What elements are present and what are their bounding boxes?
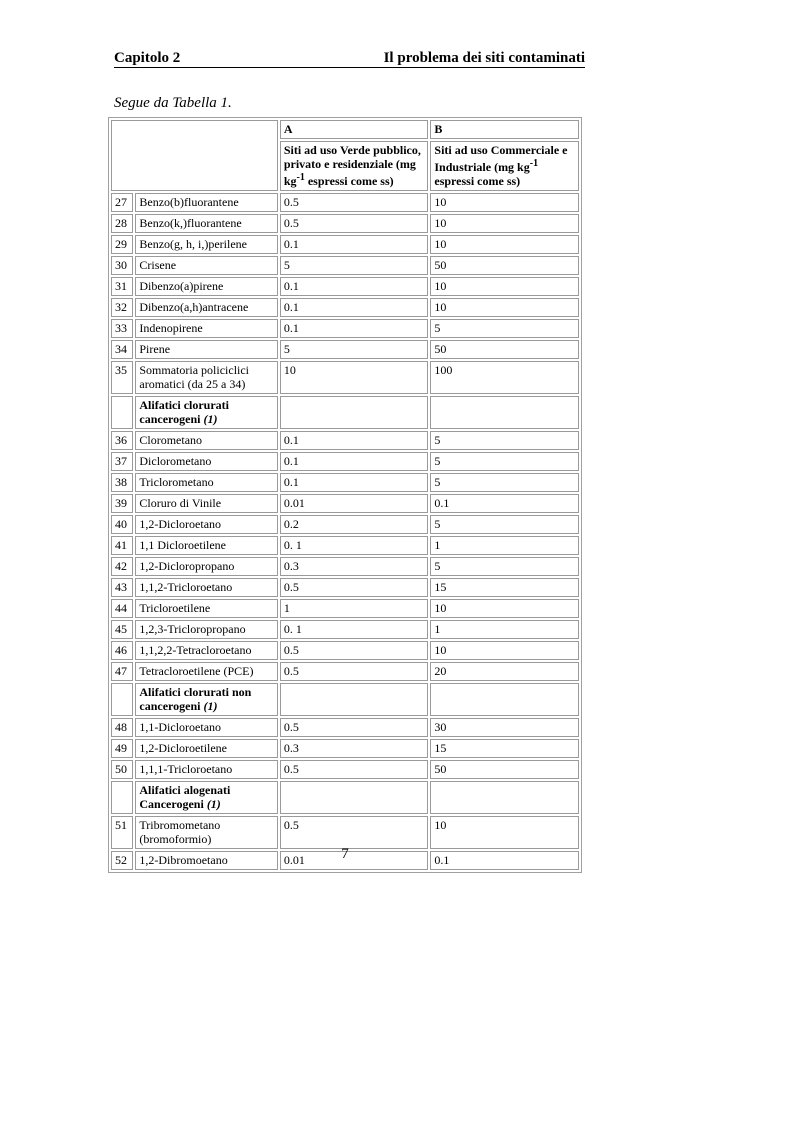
col-a-description: Siti ad uso Verde pubblico, privato e residenziale (mg $kg^{-1}$ espressi come ss)	[280, 141, 429, 191]
section-a-empty	[280, 683, 429, 716]
table-row	[111, 256, 579, 275]
row-number: 30	[111, 256, 133, 275]
table-row	[111, 235, 579, 254]
limit-b-value: 10	[430, 599, 579, 618]
row-number: 37	[111, 452, 133, 471]
limit-a-value: 0.5	[280, 760, 429, 779]
compound-name: 1,1,1-Tricloroetano	[135, 760, 277, 779]
table-row	[111, 599, 579, 618]
compound-name: Tetracloroetilene (PCE)	[135, 662, 277, 681]
table-row	[111, 214, 579, 233]
page-header	[114, 50, 585, 68]
limit-a-value: 0.1	[280, 235, 429, 254]
compound-name: Benzo(b)fluorantene	[135, 193, 277, 212]
section-title: Alifatici alogenati Cancerogeni (1)	[135, 781, 277, 814]
limit-b-value: 15	[430, 578, 579, 597]
limit-b-value: 10	[430, 816, 579, 849]
limit-a-value: 0.1	[280, 452, 429, 471]
table-row	[111, 340, 579, 359]
limit-b-value: 10	[430, 235, 579, 254]
table-row	[111, 760, 579, 779]
row-number: 47	[111, 662, 133, 681]
limit-a-value: 10	[280, 361, 429, 394]
limit-a-value: 0.01	[280, 851, 429, 870]
table-row	[111, 536, 579, 555]
row-number: 42	[111, 557, 133, 576]
limit-a-value: 0.5	[280, 662, 429, 681]
row-number: 28	[111, 214, 133, 233]
row-number: 49	[111, 739, 133, 758]
compound-name: 1,1,2,2-Tetracloroetano	[135, 641, 277, 660]
col-b-description: Siti ad uso Commerciale e Industriale (mg $kg^{-1}$ espressi come ss)	[430, 141, 579, 191]
limit-b-value: 50	[430, 256, 579, 275]
limit-a-value: 0.1	[280, 298, 429, 317]
compound-name: 1,2-Dicloroetilene	[135, 739, 277, 758]
compound-name: Crisene	[135, 256, 277, 275]
section-b-empty	[430, 683, 579, 716]
limit-a-value: 1	[280, 599, 429, 618]
section-row	[111, 781, 579, 814]
row-number: 31	[111, 277, 133, 296]
section-number-empty	[111, 683, 133, 716]
limit-b-value: 0.1	[430, 494, 579, 513]
table-row	[111, 193, 579, 212]
col-b-letter: B	[430, 120, 579, 139]
row-number: 41	[111, 536, 133, 555]
limit-b-value: 10	[430, 641, 579, 660]
compound-name: Triclorometano	[135, 473, 277, 492]
limit-b-value: 5	[430, 431, 579, 450]
limit-b-value: 5	[430, 557, 579, 576]
row-number: 39	[111, 494, 133, 513]
chapter-label: Capitolo 2	[114, 50, 181, 66]
compound-name: 1,2-Dicloroetano	[135, 515, 277, 534]
section-number-empty	[111, 781, 133, 814]
compound-name: Dibenzo(a,h)antracene	[135, 298, 277, 317]
compound-name: 1,1,2-Tricloroetano	[135, 578, 277, 597]
row-number: 50	[111, 760, 133, 779]
limit-b-value: 5	[430, 319, 579, 338]
limit-a-value: 0. 1	[280, 536, 429, 555]
limit-a-value: 0.01	[280, 494, 429, 513]
compound-name: Clorometano	[135, 431, 277, 450]
row-number: 33	[111, 319, 133, 338]
compound-name: Diclorometano	[135, 452, 277, 471]
limit-b-value: 5	[430, 473, 579, 492]
row-number: 52	[111, 851, 133, 870]
compound-name: 1,2-Dicloropropano	[135, 557, 277, 576]
limit-a-value: 0.1	[280, 277, 429, 296]
section-number-empty	[111, 396, 133, 429]
compound-name: Dibenzo(a)pirene	[135, 277, 277, 296]
section-title: Alifatici clorurati non cancerogeni (1)	[135, 683, 277, 716]
row-number: 27	[111, 193, 133, 212]
row-number: 40	[111, 515, 133, 534]
compound-name: 1,2,3-Tricloropropano	[135, 620, 277, 639]
limit-a-value: 0.5	[280, 578, 429, 597]
limit-a-value: 0.1	[280, 473, 429, 492]
table-caption: Segue da Tabella 1.	[114, 95, 232, 111]
row-number: 32	[111, 298, 133, 317]
row-number: 35	[111, 361, 133, 394]
table-row	[111, 473, 579, 492]
compound-name: Cloruro di Vinile	[135, 494, 277, 513]
limit-a-value: 0.5	[280, 718, 429, 737]
compound-name: Benzo(k,)fluorantene	[135, 214, 277, 233]
limit-a-value: 0.5	[280, 641, 429, 660]
table-row	[111, 718, 579, 737]
limit-b-value: 1	[430, 620, 579, 639]
section-b-empty	[430, 781, 579, 814]
table-row	[111, 452, 579, 471]
limit-b-value: 5	[430, 452, 579, 471]
compound-name: 1,1 Dicloroetilene	[135, 536, 277, 555]
row-number: 46	[111, 641, 133, 660]
table-header-letters	[111, 120, 579, 139]
row-number: 36	[111, 431, 133, 450]
limit-a-value: 0.2	[280, 515, 429, 534]
compound-name: 1,1-Dicloroetano	[135, 718, 277, 737]
limit-b-value: 20	[430, 662, 579, 681]
limit-b-value: 15	[430, 739, 579, 758]
row-number: 51	[111, 816, 133, 849]
limit-a-value: 0.5	[280, 193, 429, 212]
limit-a-value: 0.5	[280, 214, 429, 233]
limit-b-value: 10	[430, 277, 579, 296]
limit-b-value: 1	[430, 536, 579, 555]
table-row	[111, 298, 579, 317]
limit-b-value: 30	[430, 718, 579, 737]
chapter-title: Il problema dei siti contaminati	[383, 50, 585, 66]
table-row	[111, 431, 579, 450]
section-row	[111, 396, 579, 429]
page-number: 7	[341, 846, 349, 862]
section-b-empty	[430, 396, 579, 429]
compound-name: 1,2-Dibromoetano	[135, 851, 277, 870]
row-number: 29	[111, 235, 133, 254]
header-empty-cell	[111, 120, 278, 191]
limit-a-value: 0.5	[280, 816, 429, 849]
limit-b-value: 10	[430, 214, 579, 233]
limit-a-value: 0.1	[280, 431, 429, 450]
compound-name: Pirene	[135, 340, 277, 359]
section-title: Alifatici clorurati cancerogeni (1)	[135, 396, 277, 429]
limit-a-value: 0.3	[280, 557, 429, 576]
limit-b-value: 50	[430, 760, 579, 779]
limit-b-value: 10	[430, 193, 579, 212]
compound-name: Tricloroetilene	[135, 599, 277, 618]
table-row	[111, 578, 579, 597]
contaminant-limits-table	[108, 117, 582, 873]
table-row	[111, 319, 579, 338]
limit-a-value: 5	[280, 256, 429, 275]
table-row	[111, 816, 579, 849]
limit-a-value: 0.3	[280, 739, 429, 758]
table-row	[111, 277, 579, 296]
section-a-empty	[280, 396, 429, 429]
compound-name: Sommatoria policiclici aromatici (da 25 a 34)	[135, 361, 277, 394]
limit-b-value: 10	[430, 298, 579, 317]
row-number: 45	[111, 620, 133, 639]
table-row	[111, 739, 579, 758]
table-row	[111, 662, 579, 681]
row-number: 34	[111, 340, 133, 359]
table-row	[111, 641, 579, 660]
compound-name: Tribromometano (bromoformio)	[135, 816, 277, 849]
compound-name: Benzo(g, h, i,)perilene	[135, 235, 277, 254]
limit-b-value: 100	[430, 361, 579, 394]
limit-a-value: 5	[280, 340, 429, 359]
limit-b-value: 50	[430, 340, 579, 359]
table-row	[111, 557, 579, 576]
table-row	[111, 620, 579, 639]
row-number: 44	[111, 599, 133, 618]
table-row	[111, 361, 579, 394]
row-number: 43	[111, 578, 133, 597]
row-number: 48	[111, 718, 133, 737]
section-row	[111, 683, 579, 716]
limit-a-value: 0. 1	[280, 620, 429, 639]
limit-b-value: 5	[430, 515, 579, 534]
col-a-letter: A	[280, 120, 429, 139]
table-row	[111, 494, 579, 513]
limit-b-value: 0.1	[430, 851, 579, 870]
compound-name: Indenopirene	[135, 319, 277, 338]
table-row	[111, 515, 579, 534]
limit-a-value: 0.1	[280, 319, 429, 338]
row-number: 38	[111, 473, 133, 492]
section-a-empty	[280, 781, 429, 814]
